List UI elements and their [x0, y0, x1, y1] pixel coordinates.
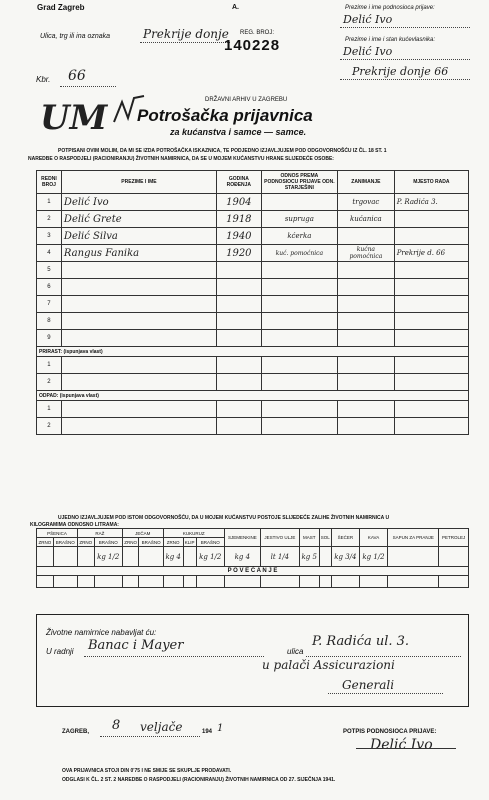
- prirast-row: PRIRAST: (ispunjava vlast): [37, 347, 469, 357]
- stock-table: [36, 528, 469, 588]
- table-row: 7: [37, 296, 469, 313]
- householder-address: Prekrije donje 66: [352, 65, 449, 78]
- table-row: 1: [37, 357, 469, 374]
- intro-line-2: NAREDBE O RASPODJELI (RACIONIRANJU) ŽIVOTNIH NAMIRNICA, DA SE U MOJEM KUĆANSTVU HRANE SLIJEDEĆE OSOBE:: [28, 156, 334, 162]
- table-row: 3 Delić Silva 1940 kćerka: [37, 228, 469, 245]
- street-label-2: ulica: [287, 647, 304, 656]
- table-row: 1: [37, 401, 469, 418]
- householder-label: Prezime i ime i stan kućevlasnika:: [345, 37, 436, 43]
- city-label: Grad Zagreb: [37, 3, 85, 12]
- intro-line-1: POTPISANI OVIM MOLIM, DA MI SE IZDA POTROŠAČKA ISKAZNICA, TE PODJEDNO IZJAVLJUJEM POD ODGOVORNOŠĆU IZ ČL. 18 ST. 1: [58, 148, 387, 154]
- kbr-label: Kbr.: [36, 75, 51, 84]
- stock-values-row: kg 1/2 kg 4 kg 1/2 kg 4 lt 1/4 kg 5 kg 3/4 kg 1/2: [37, 547, 469, 567]
- table-row: 8: [37, 313, 469, 330]
- shop-value: Banac i Mayer: [88, 638, 184, 653]
- footer-day: 8: [112, 718, 121, 733]
- footer-month: veljače: [140, 720, 183, 734]
- stock-group-row: PŠENICA RAŽ JEČAM KUKURUZ SJEMENKINE JESTIVO ULJE MAST SOL ŠEĆER KAVA SAPUN ZA PRANJE PETROLEJ: [37, 529, 469, 538]
- col-zanimanje: ZANIMANJE: [338, 171, 395, 194]
- table-row: 4 Rangus Fanika 1920 kuć. pomoćnica kućna pomoćnica Prekrije d. 66: [37, 245, 469, 262]
- purchase-line-3: Generali: [342, 678, 395, 692]
- table-header-row: [37, 171, 469, 194]
- reg-label: REG. BROJ:: [240, 30, 275, 36]
- persons-table: [36, 170, 469, 435]
- purchase-label: Životne namirnice nabavljat ću:: [46, 628, 157, 637]
- form-subtitle: za kućanstva i samce — samce.: [170, 127, 307, 137]
- col-prezime-ime: PREZIME I IME: [61, 171, 216, 194]
- footer-city: ZAGREB,: [62, 729, 89, 735]
- archive-label: DRŽAVNI ARHIV U ZAGREBU: [205, 97, 288, 103]
- col-redni-broj: REDNI BROJ: [37, 171, 62, 194]
- footer-note-2: ODGLASI K ČL. 2 ST. 2 NAREDBE O RASPODJELI (RACIONIRANJU) ŽIVOTNIH NAMIRNICA OD 27. SIJEČNJA 1941.: [62, 777, 336, 783]
- col-odnos: ODNOS PREMA PODNOSIOCU PRIJAVE ODN. STARJEŠINI: [261, 171, 337, 194]
- stamp-mark: UM: [40, 98, 108, 138]
- col-mjesto-rada: MJESTO RADA: [394, 171, 468, 194]
- street-value-2: P. Radića ul. 3.: [312, 634, 410, 649]
- footer-year: 194: [202, 729, 213, 735]
- table-row: 9: [37, 330, 469, 347]
- table-row: 6: [37, 279, 469, 296]
- purchase-line-2: u palači Assicurazioni: [262, 658, 395, 672]
- letter-label: A.: [232, 4, 239, 11]
- stock-increase-row: P O V E Ć A N J E: [37, 567, 469, 576]
- stock-line-2: KILOGRAMIMA ODNOSNO LITRAMA:: [30, 522, 119, 528]
- table-row: 2: [37, 374, 469, 391]
- householder-value: Delić Ivo: [343, 45, 393, 58]
- street-label: Ulica, trg ili ina oznaka: [40, 33, 111, 40]
- odpad-row: ODPAD: (ispunjava vlast): [37, 391, 469, 401]
- table-row: 5: [37, 262, 469, 279]
- stock-empty-row: [37, 576, 469, 588]
- form-title: Potrošačka prijavnica: [137, 106, 313, 125]
- signature-label: POTPIS PODNOSIOCA PRIJAVE:: [343, 729, 437, 735]
- table-row: 2 Delić Grete 1918 supruga kućanica: [37, 211, 469, 228]
- street-value: Prekrije donje: [143, 27, 229, 41]
- signature-value: Delić Ivo: [370, 737, 433, 753]
- applicant-label: Prezime i ime podnosioca prijave:: [345, 5, 435, 11]
- footer-year-2: 1: [217, 723, 224, 734]
- stock-sub-row: ZRNO BRAŠNO ZRNO BRAŠNO ZRNO BRAŠNO ZRNO KLIP BRAŠNO: [37, 538, 469, 547]
- footer-note-1: OVA PRIJAVNICA STOJI DIN 0'75 I NE SMIJE SE SKUPLJE PRODAVATI.: [62, 768, 232, 774]
- stock-line-1: UJEDNO IZJAVLJUJEM POD ISTOM ODGOVORNOŠĆU, DA U MOJEM KUĆANSTVU POSTOJE SLIJEDEĆE ZALIHE ŽIVOTNIH NAMIRNICA U: [58, 515, 390, 521]
- table-row: 2: [37, 418, 469, 435]
- kbr-value: 66: [68, 68, 86, 84]
- shop-label: U radnji: [46, 647, 74, 656]
- applicant-value: Delić Ivo: [343, 13, 393, 26]
- reg-number: 140228: [224, 37, 281, 54]
- table-row: 1 Delić Ivo 1904 trgovac P. Radića 3.: [37, 194, 469, 211]
- col-godina: GODINA ROĐENJA: [216, 171, 261, 194]
